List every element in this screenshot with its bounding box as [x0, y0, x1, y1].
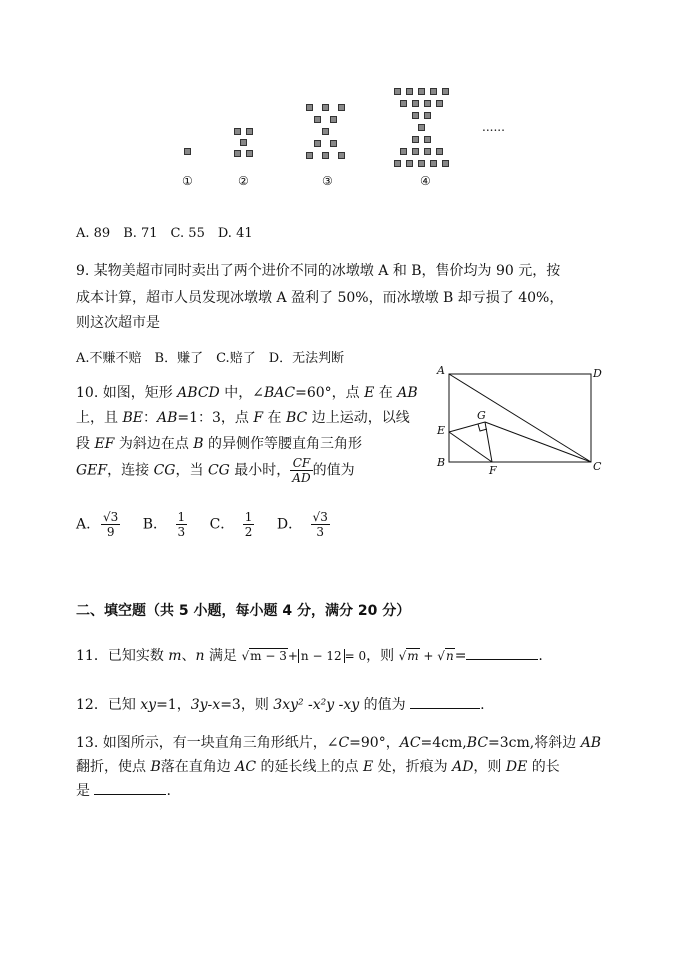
diagonal-ac [449, 374, 591, 462]
segment-gc [485, 422, 591, 462]
var: n [195, 648, 205, 664]
dot [240, 139, 247, 146]
var: AC [235, 759, 257, 775]
text: 在 [263, 410, 286, 426]
radicand: m − 3 [250, 649, 287, 663]
text: . [538, 648, 543, 664]
q11 [76, 645, 543, 665]
dot [412, 112, 419, 119]
var: AB [580, 735, 602, 751]
var: F [253, 410, 264, 426]
text: 为斜边在点 [114, 436, 194, 452]
dot [234, 150, 241, 157]
text: ，当 [175, 462, 208, 479]
label-f: F [489, 464, 497, 477]
dot [424, 100, 431, 107]
dot [330, 140, 337, 147]
denominator: 9 [106, 525, 115, 539]
dot [442, 88, 449, 95]
radicand: n [445, 649, 454, 663]
dot [338, 104, 345, 111]
text: = 0 [344, 649, 367, 663]
dot [314, 116, 321, 123]
dot [436, 148, 443, 155]
text: 的异侧作等腰直角三角形 [203, 436, 363, 452]
text: + [287, 649, 298, 663]
text: 、 [181, 648, 196, 664]
var: AB [397, 385, 418, 401]
dot [400, 100, 407, 107]
text: + [419, 649, 438, 663]
dot [412, 136, 419, 143]
sqrt-expression: √m − 3 [241, 649, 287, 663]
dot [394, 160, 401, 167]
dot [424, 136, 431, 143]
segment-ef [449, 432, 492, 462]
q10-line1 [76, 382, 418, 402]
dot [246, 150, 253, 157]
option-a-fraction [101, 510, 120, 539]
sqrt-n: √n [437, 649, 454, 663]
label-b: B [437, 456, 446, 469]
expression: 3xy² -x²y -xy [273, 697, 360, 713]
var: B [193, 436, 204, 452]
answer-blank[interactable] [466, 659, 538, 660]
dot [418, 88, 425, 95]
q10-line2 [76, 407, 410, 427]
option-c-fraction [243, 510, 255, 539]
var: x [212, 697, 221, 713]
text: =60°，点 [295, 385, 365, 401]
numerator: √3 [103, 510, 119, 524]
text: 的值为 [312, 462, 355, 479]
dot [246, 128, 253, 135]
var: DE [505, 759, 528, 775]
var: E [362, 759, 374, 775]
var: CG [207, 462, 230, 479]
q10-line4 [76, 456, 355, 485]
var: EF [94, 436, 115, 452]
q10-line3 [76, 433, 362, 453]
var: C [338, 735, 350, 751]
section-heading: 二、填空题（共 5 小题，每小题 4 分，满分 20 分） [76, 603, 411, 619]
text: =1：3，点 [177, 410, 254, 426]
var: GEF [76, 462, 108, 479]
dot [418, 160, 425, 167]
text: =1， [156, 697, 191, 713]
var: BC [466, 735, 489, 751]
figure-label-3: ③ [322, 174, 333, 188]
label-a: A [437, 364, 445, 377]
dot [394, 88, 401, 95]
denominator: 2 [244, 525, 253, 539]
var: E [364, 385, 375, 401]
text: 边上运动，以线 [307, 410, 410, 426]
q9-options: A.不赚不赔 B．赚了 C.赔了 D．无法判断 [76, 351, 345, 366]
text: 落在直角边 [160, 759, 236, 775]
q9-line1: 9. 某物美超市同时卖出了两个进价不同的冰墩墩 A 和 B，售价均为 90 元，按 [76, 263, 561, 279]
dot [322, 128, 329, 135]
dot [406, 160, 413, 167]
option-d-label: D． [276, 516, 303, 533]
numerator: 1 [244, 510, 253, 524]
q9-line3: 则这次超市是 [76, 315, 160, 331]
numerator: CF [290, 456, 312, 471]
q13-line2 [76, 756, 560, 776]
q13-line1 [76, 732, 601, 752]
fraction-cf-ad [290, 456, 312, 485]
dot [306, 104, 313, 111]
numerator: √3 [312, 510, 328, 524]
segment-gf [485, 422, 492, 462]
text: 的值为 [359, 697, 411, 713]
text: 12．已知 [76, 697, 141, 713]
text: = [454, 648, 467, 664]
dot [430, 160, 437, 167]
var: ABCD [177, 385, 220, 401]
q10-rectangle-figure [432, 362, 608, 478]
q9-line2: 成本计算，超市人员发现冰墩墩 A 盈利了 50%，而冰墩墩 B 却亏损了 40%， [76, 290, 564, 306]
text: 13. 如图所示，有一块直角三角形纸片，∠ [76, 735, 339, 751]
dot [314, 140, 321, 147]
text: ，连接 [107, 462, 154, 479]
pattern-ellipsis: ...... [482, 120, 505, 134]
radicand: m [407, 649, 419, 663]
dot-pattern-figure [170, 80, 530, 200]
var: xy [140, 697, 157, 713]
var: AB [156, 410, 178, 426]
label-c: C [593, 460, 602, 473]
dot [418, 124, 425, 131]
dot [430, 88, 437, 95]
answer-blank[interactable] [94, 794, 166, 795]
q8-options: A. 89 B. 71 C. 55 D. 41 [76, 226, 253, 241]
text: ，则 [473, 759, 506, 775]
text: - [207, 697, 213, 713]
text: 11．已知实数 [76, 648, 169, 664]
option-a-label: A. [76, 516, 91, 533]
q12 [76, 694, 485, 714]
dot [412, 100, 419, 107]
text: 翻折，使点 [76, 759, 151, 775]
text: =3cm,将斜边 [488, 735, 581, 751]
text: . [166, 783, 171, 799]
text: 满足 [204, 648, 242, 664]
var: m [168, 648, 182, 664]
var: AC [399, 735, 421, 751]
var: BE [122, 410, 143, 426]
text: =3，则 [220, 697, 274, 713]
option-d-fraction [311, 510, 330, 539]
dot [424, 112, 431, 119]
abs-expression: n − 12 [298, 649, 345, 663]
var: BC [286, 410, 308, 426]
text: 段 [76, 436, 95, 452]
text: ，则 [366, 648, 399, 664]
sqrt-m: √m [398, 649, 419, 663]
q10-options [76, 510, 330, 539]
text: 10. 如图，矩形 [76, 385, 178, 401]
dot [406, 88, 413, 95]
dot [424, 148, 431, 155]
dot [338, 152, 345, 159]
denominator: 3 [177, 525, 186, 539]
denominator: 3 [316, 525, 324, 539]
denominator: AD [292, 471, 311, 485]
answer-blank[interactable] [410, 708, 480, 709]
var: AD [452, 759, 474, 775]
text: 在 [374, 385, 398, 401]
text: ： [142, 410, 157, 426]
text: =90°， [349, 735, 400, 751]
dot [234, 128, 241, 135]
label-g: G [477, 409, 486, 422]
text: 的延长线上的点 [256, 759, 363, 775]
text: 中，∠ [219, 385, 264, 401]
dot [412, 148, 419, 155]
text: 的长 [527, 759, 560, 775]
label-d: D [593, 367, 602, 380]
text: 最小时， [229, 462, 291, 479]
option-b-label: B． [142, 516, 168, 533]
numerator: 1 [177, 510, 186, 524]
text: 上，且 [76, 410, 123, 426]
text: =4cm, [420, 735, 467, 751]
label-e: E [437, 424, 446, 437]
var: CG [153, 462, 176, 479]
figure-label-1: ① [182, 174, 193, 188]
option-c-label: C． [209, 516, 235, 533]
text: 是 [76, 783, 95, 799]
var: BAC [263, 385, 296, 401]
text: 处，折痕为 [373, 759, 453, 775]
dot [400, 148, 407, 155]
q13-line3 [76, 780, 171, 800]
dot [306, 152, 313, 159]
dot [322, 104, 329, 111]
var: B [150, 759, 161, 775]
dot [322, 152, 329, 159]
figure-label-4: ④ [420, 174, 431, 188]
dot [330, 116, 337, 123]
dot [436, 100, 443, 107]
figure-label-2: ② [238, 174, 249, 188]
dot [184, 148, 191, 155]
var: 3y [190, 697, 208, 713]
text: . [480, 697, 485, 713]
option-b-fraction [176, 510, 188, 539]
dot [442, 160, 449, 167]
